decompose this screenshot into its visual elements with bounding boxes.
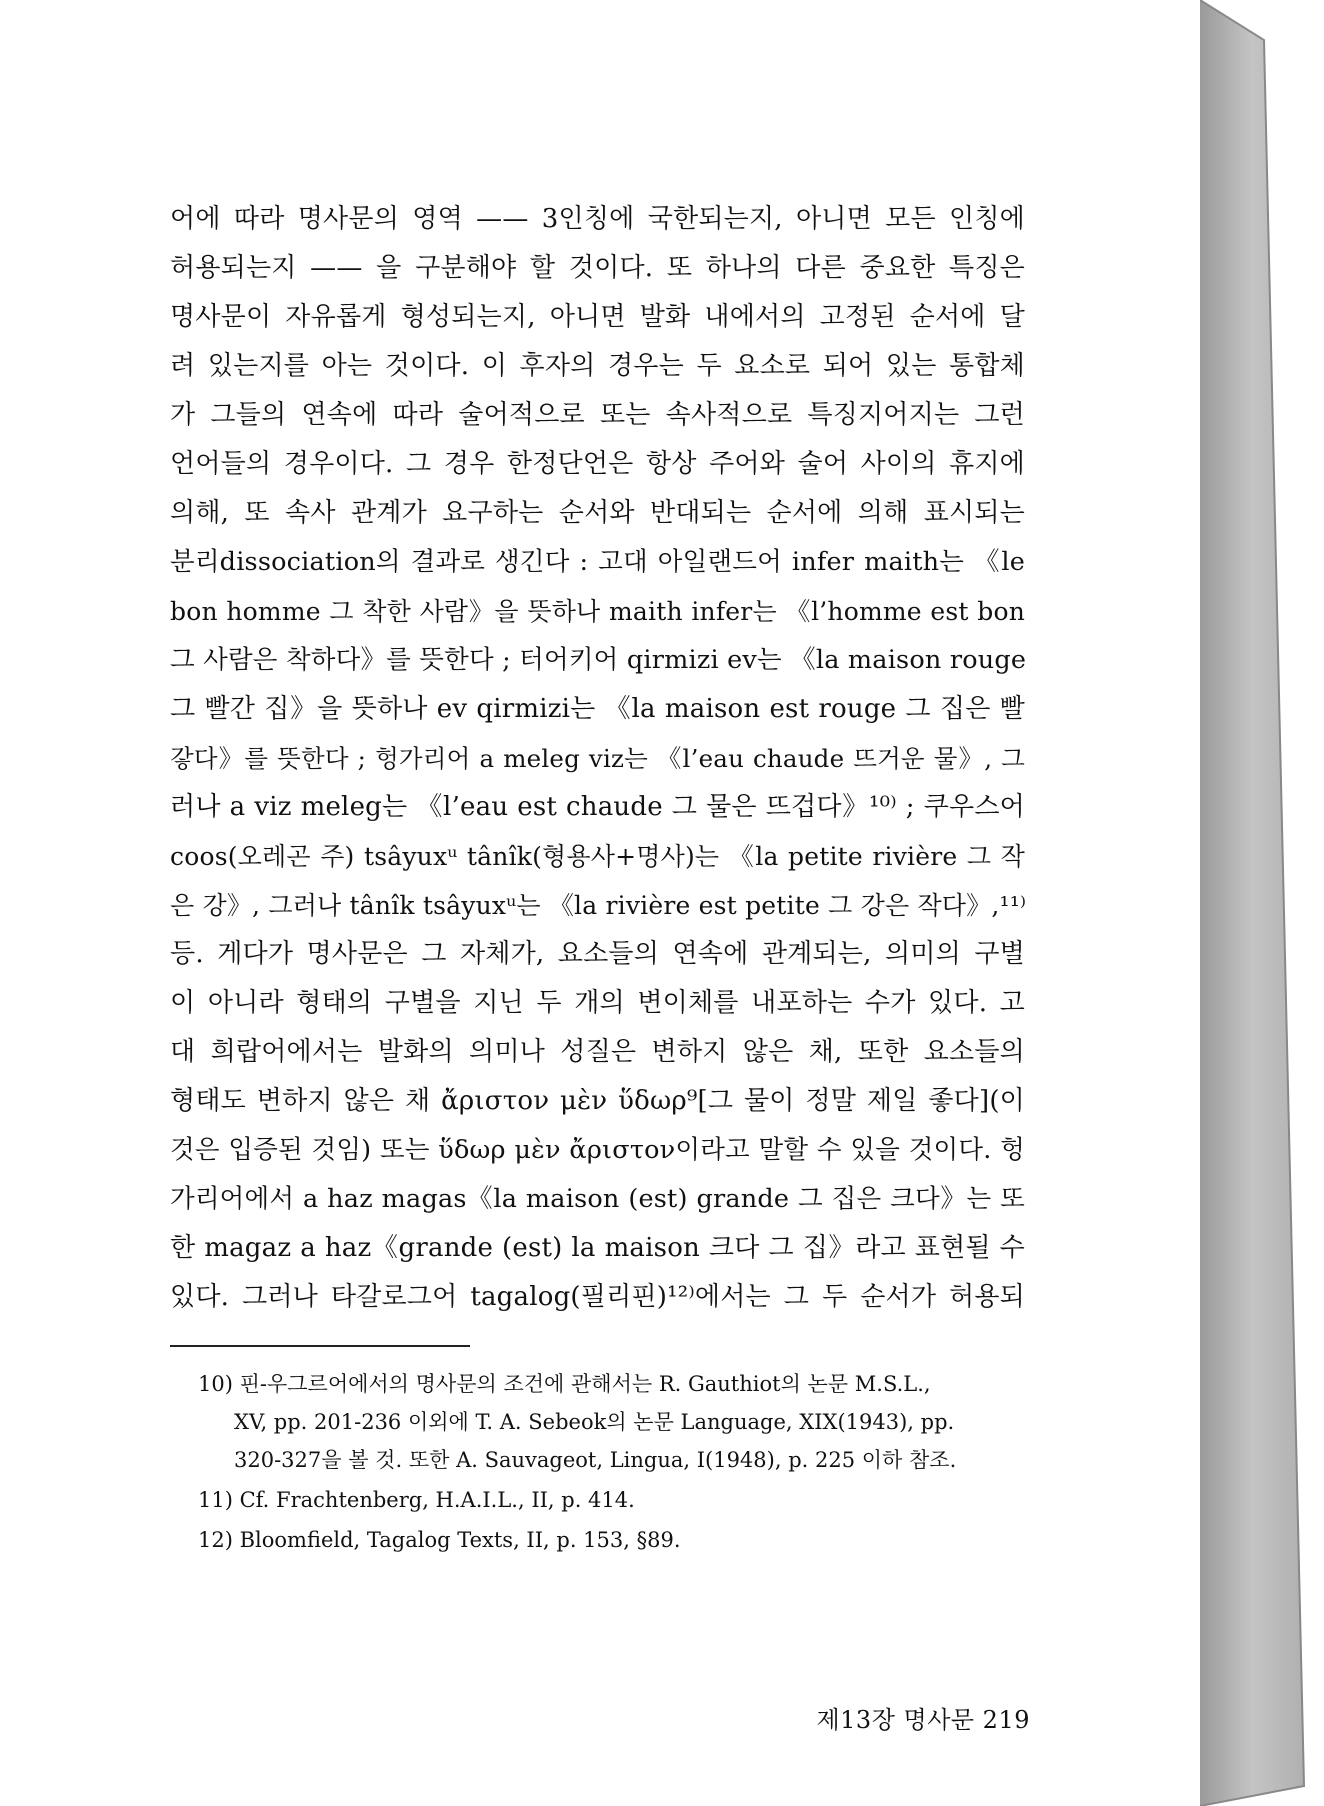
text-line: 가 그들의 연속에 따라 술어적으로 또는 속사적으로 특징지어지는 그런 <box>170 400 1025 430</box>
footnote-10-continued: XV, pp. 201-236 이외에 T. A. Sebeok의 논문 Language, XIX(1943), pp. <box>234 1410 955 1434</box>
text-line: 형태도 변하지 않은 채 ἄριστον μὲν ὕδωρ⁹[그 물이 정말 제일 좋다](이 <box>170 1086 1025 1116</box>
text-line: 분리dissociation의 결과로 생긴다 : 고대 아일랜드어 infer maith는 《le <box>170 547 1025 577</box>
text-line: 명사문이 자유롭게 형성되는지, 아니면 발화 내에서의 고정된 순서에 달 <box>170 302 1025 332</box>
text-line: 허용되는지 —— 을 구분해야 할 것이다. 또 하나의 다른 중요한 특징은 <box>170 253 1025 283</box>
text-line: 가리어에서 a haz magas《la maison (est) grande 그 집은 크다》는 또 <box>170 1184 1025 1214</box>
footnote-11: 11) Cf. Frachtenberg, H.A.I.L., II, p. 414. <box>198 1488 635 1512</box>
footnote-10-continued: 320-327을 볼 것. 또한 A. Sauvageot, Lingua, I(1948), p. 225 이하 참조. <box>234 1448 957 1472</box>
text-line: 그 사람은 착하다》를 뜻한다 ; 터어키어 qirmizi ev는 《la maison rouge <box>170 645 1027 675</box>
text-line: 있다. 그러나 타갈로그어 tagalog(필리핀)¹²⁾에서는 그 두 순서가 허용되 <box>170 1282 1025 1312</box>
footnotes <box>198 1365 1028 1559</box>
text-line: 등. 게다가 명사문은 그 자체가, 요소들의 연속에 관계되는, 의미의 구별 <box>170 939 1025 969</box>
text-line: 이 아니라 형태의 구별을 지닌 두 개의 변이체를 내포하는 수가 있다. 고 <box>170 988 1025 1018</box>
footnote-divider <box>170 1345 470 1347</box>
body-text <box>170 195 1025 1322</box>
book-page-edge <box>1200 0 1324 1806</box>
text-line: bon homme 그 착한 사람》을 뜻하나 maith infer는 《l’homme est bon <box>170 597 1025 626</box>
text-line: 려 있는지를 아는 것이다. 이 후자의 경우는 두 요소로 되어 있는 통합체 <box>170 351 1025 381</box>
footnote-10: 10) 핀-우그르어에서의 명사문의 조건에 관해서는 R. Gauthiot의 논문 M.S.L., <box>198 1372 931 1396</box>
page-footer: 제13장 명사문 219 <box>816 1706 1030 1734</box>
footnote-12: 12) Bloomfield, Tagalog Texts, II, p. 153, §89. <box>198 1528 681 1552</box>
text-line: 것은 입증된 것임) 또는 ὕδωρ μὲν ἄριστον이라고 말할 수 있을 것이다. 헝 <box>170 1135 1025 1165</box>
text-line: 갛다》를 뜻한다 ; 헝가리어 a meleg viz는 《l’eau chaude 뜨거운 물》, 그 <box>170 744 1025 773</box>
text-line: 러나 a viz meleg는 《l’eau est chaude 그 물은 뜨겁다》¹⁰⁾ ; 쿠우스어 <box>170 792 1025 822</box>
text-line: 은 강》, 그러나 tânîk tsâyuxᵘ는 《la rivière est petite 그 강은 작다》,¹¹⁾ <box>170 891 1027 920</box>
text-line: 대 희랍어에서는 발화의 의미나 성질은 변하지 않은 채, 또한 요소들의 <box>170 1037 1025 1067</box>
text-line: 그 빨간 집》을 뜻하나 ev qirmizi는 《la maison est rouge 그 집은 빨 <box>170 694 1025 724</box>
text-line: 어에 따라 명사문의 영역 —— 3인칭에 국한되는지, 아니면 모든 인칭에 <box>170 204 1025 234</box>
text-line: coos(오레곤 주) tsâyuxᵘ tânîk(형용사+명사)는 《la petite rivière 그 작 <box>170 842 1025 871</box>
text-line: 한 magaz a haz《grande (est) la maison 크다 그 집》라고 표현될 수 <box>170 1233 1025 1263</box>
text-line: 의해, 또 속사 관계가 요구하는 순서와 반대되는 순서에 의해 표시되는 <box>170 498 1025 528</box>
text-line: 언어들의 경우이다. 그 경우 한정단언은 항상 주어와 술어 사이의 휴지에 <box>170 449 1025 479</box>
